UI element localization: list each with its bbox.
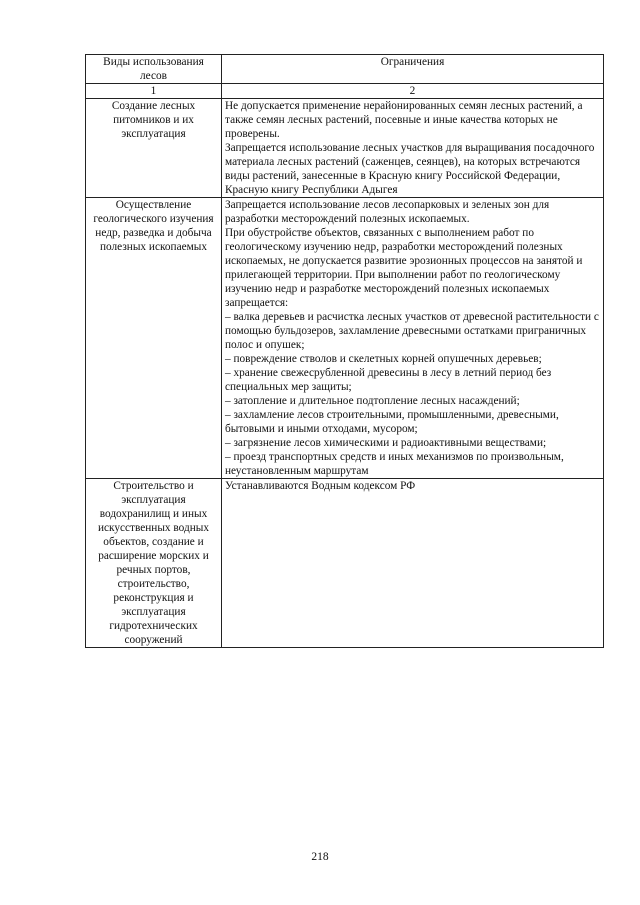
restriction-item: – повреждение стволов и скелетных корней опушечных деревьев; [225, 353, 542, 365]
column-number-2: 2 [222, 84, 604, 99]
restrictions-table [85, 54, 604, 648]
page-number: 218 [311, 851, 329, 863]
restriction-item: – захламление лесов строительными, промышленными, древесными, бытовыми и иными отходами, мусором; [225, 409, 559, 435]
restriction-text: Запрещается использование лесных участков для выращивания посадочного материала лесных растений (саженцев, сеянцев), на которых встречаются виды растений, занесенные в Красную книгу Российской Федерации, Красную книгу Республики Адыгея [225, 142, 595, 196]
table-row [86, 479, 604, 648]
column-number-row [86, 84, 604, 99]
restriction-item: – затопление и длительное подтопление лесных насаждений; [225, 395, 520, 407]
use-text: Осуществление геологического изучения недр, разведка и добыча полезных ископаемых [93, 199, 214, 253]
restrictions-cell [222, 479, 604, 648]
table-row [86, 198, 604, 479]
use-cell [86, 479, 222, 648]
header-use-cell: Виды использования лесов [86, 55, 222, 84]
restriction-text: Устанавливаются Водным кодексом РФ [225, 480, 416, 492]
restrictions-cell [222, 99, 604, 198]
restriction-text: Запрещается использование лесов лесопарковых и зеленых зон для разработки месторождений полезных ископаемых. [225, 199, 550, 225]
restriction-text: Не допускается применение нерайонированных семян лесных растений, а также семян лесных растений, посевные и иные качества которых не проверены. [225, 100, 583, 140]
table-row [86, 99, 604, 198]
restriction-item: – загрязнение лесов химическими и радиоактивными веществами; [225, 437, 547, 449]
restriction-item: – хранение свежесрубленной древесины в лесу в летний период без специальных мер защиты; [225, 367, 552, 393]
use-text: Строительство и эксплуатация водохранилищ и иных искусственных водных объектов, создание и расширение морских и речных портов, строительство, реконструкция и эксплуатация гидротехнических сооружений [97, 480, 210, 646]
table-header-row [86, 55, 604, 84]
restriction-item: – проезд транспортных средств и иных механизмов по произвольным, неустановленным маршрутам [225, 451, 564, 477]
restriction-item: – валка деревьев и расчистка лесных участков от древесной растительности с помощью бульдозеров, захламление древесными остатками приграничных полос и опушек; [225, 311, 599, 351]
header-restrictions-cell: Ограничения [222, 55, 604, 84]
restrictions-cell [222, 198, 604, 479]
use-cell [86, 198, 222, 479]
use-text: Создание лесных питомников и их эксплуатация [111, 100, 196, 140]
restriction-text: При обустройстве объектов, связанных с выполнением работ по геологическому изучению недр, разработки месторождений полезных ископаемых, не допускается развитие эрозионных процессов на занятой и прилегающей территории. При выполнении работ по геологическому изучению недр и разработке месторождений полезных ископаемых запрещается: [225, 227, 583, 309]
column-number-1: 1 [86, 84, 222, 99]
use-cell [86, 99, 222, 198]
